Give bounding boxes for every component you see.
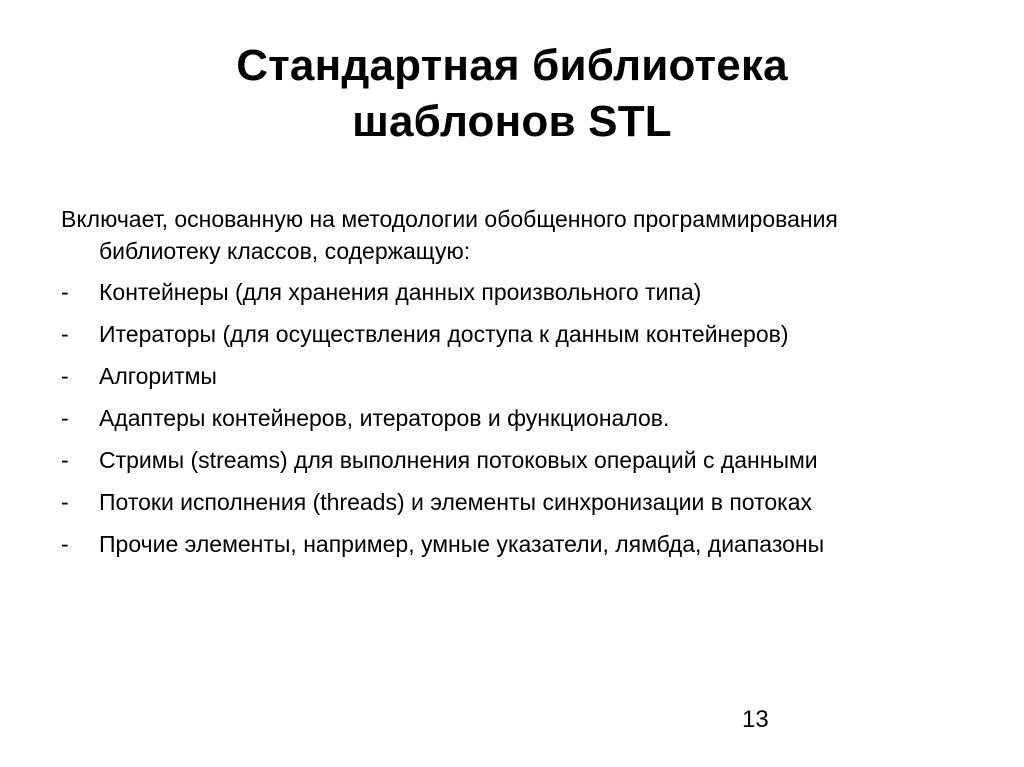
- title-line-2: шаблонов STL: [352, 97, 672, 146]
- intro-line-2: библиотеку классов, содержащую:: [99, 238, 471, 264]
- bullet-dash: -: [61, 279, 69, 305]
- list-item-text: Стримы (streams) для выполнения потоковых операций с данными: [99, 447, 818, 473]
- list-item-text: Потоки исполнения (threads) и элементы синхронизации в потоках: [99, 489, 812, 515]
- list-item-text: Итераторы (для осуществления доступа к данным контейнеров): [99, 321, 789, 347]
- list-item-text: Адаптеры контейнеров, итераторов и функционалов.: [99, 405, 670, 431]
- bullet-dash: -: [61, 447, 69, 473]
- list-item: [61, 402, 961, 444]
- bullet-dash: -: [61, 489, 69, 515]
- list-item: [61, 318, 961, 360]
- list-item: [61, 486, 961, 528]
- page-number: 13: [742, 706, 769, 733]
- list-item: [61, 528, 961, 570]
- intro-line-1: Включает, основанную на методологии обобщенного программирования: [61, 206, 838, 232]
- list-item-text: Прочие элементы, например, умные указатели, лямбда, диапазоны: [99, 531, 825, 557]
- slide-title: [0, 38, 1024, 150]
- bullet-dash: -: [61, 363, 69, 389]
- title-line-1: Стандартная библиотека: [236, 41, 788, 90]
- list-item: [61, 444, 961, 486]
- intro-paragraph: [61, 203, 961, 267]
- bullet-dash: -: [61, 321, 69, 347]
- bullet-list: [61, 276, 961, 570]
- list-item: [61, 360, 961, 402]
- list-item-text: Контейнеры (для хранения данных произвольного типа): [99, 279, 702, 305]
- bullet-dash: -: [61, 405, 69, 431]
- list-item-text: Алгоритмы: [99, 363, 217, 389]
- list-item: [61, 276, 961, 318]
- bullet-dash: -: [61, 531, 69, 557]
